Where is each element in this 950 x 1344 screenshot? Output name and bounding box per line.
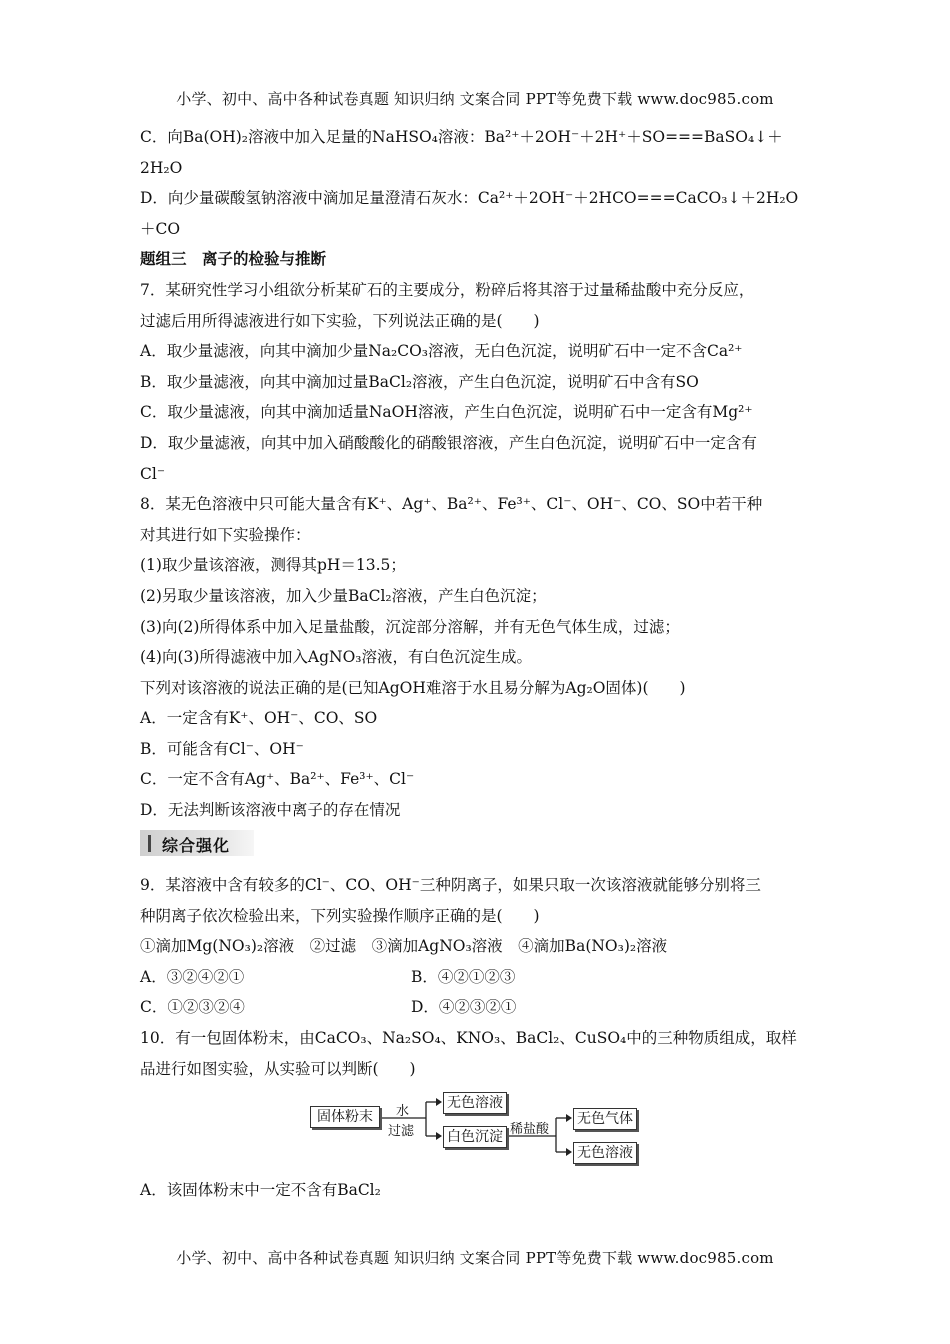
question-9-stem: 9．某溶液中含有较多的Cl⁻、CO、OH⁻三种阴离子，如果只取一次该溶液就能够分别将三 xyxy=(140,876,761,894)
q8-option-c: C．一定不含有Ag⁺、Ba²⁺、Fe³⁺、Cl⁻ xyxy=(140,770,415,789)
text-line: ＋CO xyxy=(140,219,181,238)
question-7-stem: 7．某研究性学习小组欲分析某矿石的主要成分，粉碎后将其溶于过量稀盐酸中充分反应， xyxy=(140,280,755,299)
question-9 xyxy=(140,870,812,1084)
colorless-gas-box: 无色气体 xyxy=(573,1108,637,1130)
colorless-solution-box-2: 无色溶液 xyxy=(573,1142,637,1164)
solid-powder-box: 固体粉末 xyxy=(310,1106,380,1128)
section-bar xyxy=(148,835,151,852)
q9-options-row-1 xyxy=(140,962,812,993)
q7-option-c: C．取少量滤液，向其中滴加适量NaOH溶液，产生白色沉淀，说明矿石中一定含有Mg²⁺ xyxy=(140,403,753,422)
experiment-flowchart xyxy=(308,1090,648,1170)
page-header: 小学、初中、高中各种试卷真题 知识归纳 文案合同 PPT等免费下载 www.doc985.com xyxy=(176,90,774,108)
white-precipitate-box: 白色沉淀 xyxy=(443,1126,507,1148)
text-line: 2H₂O xyxy=(140,158,183,177)
q8-step-4: (4)向(3)所得滤液中加入AgNO₃溶液，有白色沉淀生成。 xyxy=(140,648,533,667)
question-8-stem: 8．某无色溶液中只可能大量含有K⁺、Ag⁺、Ba²⁺、Fe³⁺、Cl⁻、OH⁻、CO、SO中若干种 xyxy=(140,495,763,514)
q7-option-b: B．取少量滤液，向其中滴加过量BaCl₂溶液，产生白色沉淀，说明矿石中含有SO xyxy=(140,372,699,391)
section-badge xyxy=(140,830,254,856)
text-line: 种阴离子依次检验出来，下列实验操作顺序正确的是( ) xyxy=(140,906,540,925)
colorless-solution-box: 无色溶液 xyxy=(443,1092,507,1114)
text-line: D．向少量碳酸氢钠溶液中滴加足量澄清石灰水：Ca²⁺＋2OH⁻＋2HCO===CaCO₃↓＋2H₂O xyxy=(140,189,799,208)
q9-option-b: B．④②①②③ xyxy=(411,967,516,986)
water-label: 水 xyxy=(396,1104,410,1119)
text-line: 品进行如图实验，从实验可以判断( ) xyxy=(140,1059,416,1078)
q8-option-d: D．无法判断该溶液中离子的存在情况 xyxy=(140,801,401,820)
section-title: 综合强化 xyxy=(162,836,231,855)
text-line: Cl⁻ xyxy=(140,464,165,483)
text-line: 过滤后用所得滤液进行如下实验，下列说法正确的是( ) xyxy=(140,311,540,330)
q7-option-a: A．取少量滤液，向其中滴加少量Na₂CO₃溶液，无白色沉淀，说明矿石中一定不含Ca²⁺ xyxy=(140,342,743,361)
q9-option-c: C．①②③②④ xyxy=(140,998,245,1017)
q8-step-3: (3)向(2)所得体系中加入足量盐酸，沉淀部分溶解，并有无色气体生成，过滤； xyxy=(140,617,680,636)
q9-operations: ①滴加Mg(NO₃)₂溶液 ②过滤 ③滴加AgNO₃溶液 ④滴加Ba(NO₃)₂溶液 xyxy=(140,937,668,956)
group-heading: 题组三 离子的检验与推断 xyxy=(140,250,327,269)
filter-label: 过滤 xyxy=(388,1124,415,1139)
main-text xyxy=(140,122,812,826)
q8-step-2: (2)另取少量该溶液，加入少量BaCl₂溶液，产生白色沉淀； xyxy=(140,586,547,605)
q9-option-d: D．④②③②① xyxy=(411,998,517,1017)
text-line: 下列对该溶液的说法正确的是(已知AgOH难溶于水且易分解为Ag₂O固体)( ) xyxy=(140,678,686,697)
text-line: C．向Ba(OH)₂溶液中加入足量的NaHSO₄溶液：Ba²⁺＋2OH⁻＋2H⁺＋SO===BaSO₄↓＋ xyxy=(140,128,783,146)
q10-option-a: A．该固体粉末中一定不含有BaCl₂ xyxy=(140,1181,381,1199)
q9-options-row-2 xyxy=(140,992,812,1023)
q8-option-a: A．一定含有K⁺、OH⁻、CO、SO xyxy=(140,709,378,728)
q8-step-1: (1)取少量该溶液，测得其pH＝13.5； xyxy=(140,556,406,575)
page-footer: 小学、初中、高中各种试卷真题 知识归纳 文案合同 PPT等免费下载 www.doc985.com xyxy=(176,1249,774,1267)
question-10-options xyxy=(140,1175,812,1206)
dilute-hcl-label: 稀盐酸 xyxy=(510,1122,550,1137)
q7-option-d: D．取少量滤液，向其中加入硝酸酸化的硝酸银溶液，产生白色沉淀，说明矿石中一定含有 xyxy=(140,433,757,452)
q8-option-b: B．可能含有Cl⁻、OH⁻ xyxy=(140,739,304,758)
text-line: 对其进行如下实验操作： xyxy=(140,525,311,544)
question-10-stem: 10．有一包固体粉末，由CaCO₃、Na₂SO₄、KNO₃、BaCl₂、CuSO₄中的三种物质组成，取样 xyxy=(140,1028,797,1047)
q9-option-a: A．③②④②① xyxy=(140,967,245,986)
